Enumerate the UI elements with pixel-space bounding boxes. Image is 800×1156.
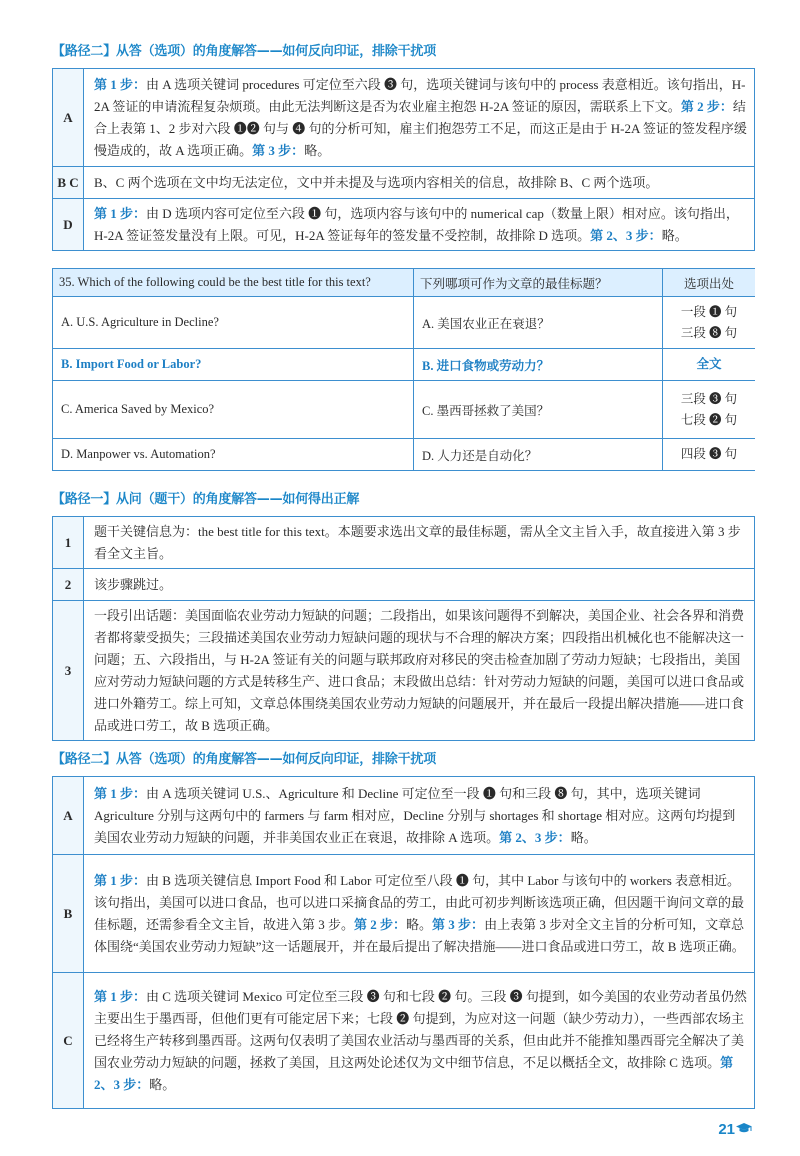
text-run: 由 B 选项关键信息 Import Food 和 Labor 可定位至八段 ❶ 句，其中 Labor 与该句中的 workers 表意相近。该句指出，美国可以进口食品，也可以进口采摘食品的劳工，由此可初步判断该选项正确，但因题干询问文章的最佳标题，还需参看全文主旨，故进入第 3 步。 [94,872,745,932]
section2-block [52,516,755,742]
option-cn: C. 墨西哥拯救了美国？ [414,381,663,439]
text-run: 题干关键信息为：the best title for this text。本题要求选出文章的最佳标题，需从全文主旨入手，故直接进入第 3 步看全文主旨。 [94,523,741,561]
row-text [84,973,755,1109]
text-run: 由 D 选项内容可定位至六段 ❶ 句，选项内容与该句中的 numerical cap（数量上限）相对应。该句指出，H-2A 签证签发量没有上限。可见，H-2A 签证每年的签发量不受控制，故排除 D 选项。 [94,205,739,243]
step-marker: 第 3 步： [252,142,305,158]
option-cn: B. 进口食物或劳动力？ [414,349,663,381]
graduation-cap-icon [736,1118,752,1142]
analysis-table-path2-q34 [52,68,755,251]
step-label: 1 [53,517,84,569]
option-cn: A. 美国农业正在衰退？ [414,297,663,349]
table-row [53,199,755,251]
step-marker: 第 1 步： [94,785,147,801]
section3-block [52,776,755,1112]
section-heading-path1: 【路径一】从问（题干）的角度解答——如何得出正解 [52,492,360,507]
text-run: B、C 两个选项在文中均无法定位，文中并未提及与选项内容相关的信息，故排除 B、C 两个选项。 [94,174,659,190]
step-marker: 第 2、3 步： [590,227,662,243]
step-marker: 第 1 步： [94,988,147,1004]
option-en: D. Manpower vs. Automation? [53,439,414,471]
option-row-d [53,439,756,471]
analysis-table-path2-q35 [52,776,755,1109]
row-text [84,69,755,167]
section-heading-path2-q34: 【路径二】从答（选项）的角度解答——如何反向印证，排除干扰项 [52,44,437,59]
step-marker: 第 3 步： [432,916,485,932]
analysis-table-path1 [52,516,755,741]
step-marker: 第 1 步： [94,872,147,888]
section-heading-path2-q35: 【路径二】从答（选项）的角度解答——如何反向印证，排除干扰项 [52,752,437,767]
page-number [718,1118,752,1142]
text-run: 结合上表第 1、2 步对六段 ❶❷ 句与 ❹ 句的分析可知，雇主们抱怨劳工不足，而这正是由于 H-2A 签证的签发程序缓慢造成的，故 A 选项正确。 [94,98,747,158]
option-en: A. U.S. Agriculture in Decline? [53,297,414,349]
step-label: 3 [53,601,84,741]
text-run: 略。 [406,916,433,932]
page-number-text: 21 [718,1121,735,1138]
table-header-row [53,269,756,297]
option-row-c [53,381,756,439]
row-text [84,777,755,855]
source-line: 四段 ❸ 句 [680,447,738,461]
step-marker: 第 1 步： [94,76,147,92]
row-label: A [53,69,84,167]
table-row [53,855,755,973]
table-row [53,777,755,855]
source-line: 三段 ❽ 句 [680,325,738,340]
row-label: A [53,777,84,855]
row-text [84,167,755,199]
option-row-a [53,297,756,349]
header-source: 选项出处 [663,269,756,297]
step-text [84,569,755,601]
row-text [84,199,755,251]
source-line: 全文 [696,357,722,371]
step-label: 2 [53,569,84,601]
row-text [84,855,755,973]
text-run: 由 C 选项关键词 Mexico 可定位至三段 ❸ 句和七段 ❷ 句。三段 ❸ 句提到，如今美国的农业劳动者虽仍然主要出生于墨西哥，但他们更有可能定居下来；七段 ❷ 句提到，为应对这一问题（缺少劳动力），一些西部农场主已经将生产转移到墨西哥。这两句仅表明了美国农业活动与墨西哥的关系，但由此并不能推知墨西哥完全解决了美国农业劳动力短缺的问题，拯救了美国，且这两处论述仅为文中细节信息，不足以概括全文，故排除 C 选项。 [94,988,747,1070]
option-row-b [53,349,756,381]
table-row [53,973,755,1109]
text-run: 略。 [661,227,688,243]
step-marker: 第 2 步： [354,916,407,932]
table-row [53,569,755,601]
option-cn: D. 人力还是自动化？ [414,439,663,471]
row-label: B C [53,167,84,199]
source-line: 三段 ❸ 句 [680,391,738,406]
table-row [53,167,755,199]
question-table [52,268,755,471]
row-label: B [53,855,84,973]
text-run: 略。 [570,829,597,845]
row-label: C [53,973,84,1109]
option-en: C. America Saved by Mexico? [53,381,414,439]
source-line: 一段 ❶ 句 [680,304,738,319]
text-run: 略。 [304,142,331,158]
step-text [84,517,755,569]
text-run: 由上表第 3 步对全文主旨的分析可知，文章总体围绕“美国农业劳动力短缺”这一话题展开，并在最后提出了解决措施——进口食品或进口劳工，故 B 选项正确。 [94,916,745,954]
text-run: 由 A 选项关键词 U.S.、Agriculture 和 Decline 可定位至一段 ❶ 句和三段 ❽ 句，其中，选项关键词 Agriculture 分别与这两句中的 farmers 与 farm 相对应，Decline 分别与 shortages 和 shortage 相对应。这两句均提到美国农业劳动力短缺的问题，并非美国农业正在衰退，故排除 A 选项。 [94,785,736,845]
table-row [53,517,755,569]
option-source [663,297,756,349]
header-question-cn: 下列哪项可作为文章的最佳标题？ [414,269,663,297]
graduation-cap-icon-svg [736,1123,752,1134]
option-source [663,349,756,381]
option-source [663,381,756,439]
text-run: 略。 [149,1076,176,1092]
text-run: 由 A 选项关键词 procedures 可定位至六段 ❸ 句，选项关键词与该句中的 process 表意相近。该句指出，H-2A 签证的申请流程复杂烦琐。由此无法判断这是否为农业雇主抱怨 H-2A 签证的原因，需联系上下文。 [94,76,746,114]
step-text [84,601,755,741]
section1-block [52,68,755,254]
question-block [52,268,755,480]
step-marker: 第 2 步： [680,98,733,114]
row-label: D [53,199,84,251]
option-en: B. Import Food or Labor? [53,349,414,381]
source-line: 七段 ❷ 句 [680,412,738,427]
step-marker: 第 1 步： [94,205,147,221]
text-run: 该步骤跳过。 [94,576,173,592]
table-row [53,601,755,741]
step-marker: 第 2、3 步： [94,1054,734,1092]
table-row [53,69,755,167]
header-question-en: 35. Which of the following could be the best title for this text? [53,269,414,297]
step-marker: 第 2、3 步： [499,829,571,845]
option-source [663,439,756,471]
text-run: 一段引出话题：美国面临农业劳动力短缺的问题；二段指出，如果该问题得不到解决，美国企业、社会各界和消费者都将蒙受损失；三段描述美国农业劳动力短缺问题的现状与不合理的解决方案；四段指出机械化也不能解决这一问题；五、六段指出，与 H-2A 签证有关的问题与联邦政府对移民的突击检查加剧了劳动力短缺；七段指出，美国应对劳动力短缺问题的方式是转移生产、进口食品；末段做出总结：针对劳动力短缺的问题，美国可以进口食品或进口外籍劳工。综上可知，文章总体围绕美国农业劳动力短缺的问题展开，并在最后一段提出解决措施——进口食品或进口劳工，故 B 选项正确。 [94,607,745,733]
